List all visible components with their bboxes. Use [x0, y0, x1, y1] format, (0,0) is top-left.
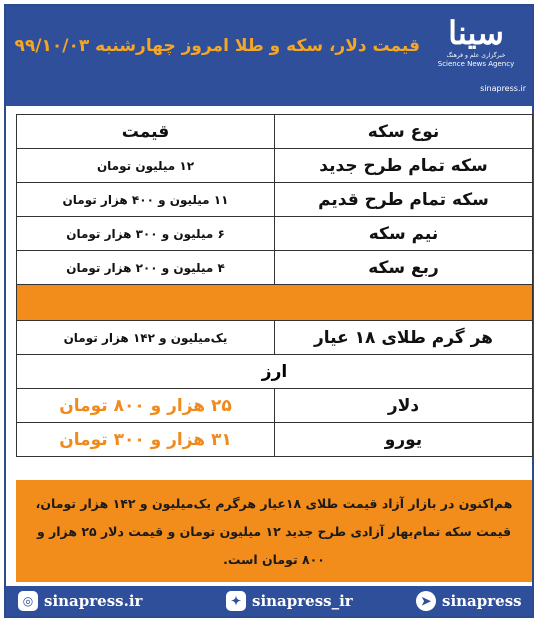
gold-name-cell: هر گرم طلای ۱۸ عیار	[275, 321, 533, 355]
price-cell: ۱۱ میلیون و ۴۰۰ هزار تومان	[17, 183, 275, 217]
coin-name-cell: نیم سکه	[275, 217, 533, 251]
infographic-card	[4, 4, 534, 618]
currency-name-cell: دلار	[275, 389, 533, 423]
twitter-handle: sinapress_ir	[252, 592, 353, 610]
coin-name-cell: سکه تمام طرح جدید	[275, 149, 533, 183]
price-cell: ۶ میلیون و ۳۰۰ هزار تومان	[17, 217, 275, 251]
summary-note: هم‌اکنون در بازار آزاد قیمت طلای ۱۸عیار هرگرم یک‌میلیون و ۱۴۲ هزار تومان، قیمت سکه تمام‌بهار آزادی طرح جدید ۱۲ میلیون تومان و قیمت دلار ۲۵ هزار و ۸۰۰ تومان است.	[16, 480, 532, 582]
logo-tagline: خبرگزاری علم و فرهنگ	[446, 52, 506, 59]
currency-name-cell: یورو	[275, 423, 533, 457]
table-row	[17, 217, 533, 251]
coin-name-cell: ربع سکه	[275, 251, 533, 285]
price-cell: ۴ میلیون و ۲۰۰ هزار تومان	[17, 251, 275, 285]
currency-section-row	[17, 355, 533, 389]
gold-price-cell: یک‌میلیون و ۱۴۲ هزار تومان	[17, 321, 275, 355]
coin-name-cell: سکه تمام طرح قدیم	[275, 183, 533, 217]
table-row	[17, 423, 533, 457]
instagram-icon: ◎	[18, 591, 38, 611]
logo-mark: سینا	[448, 14, 504, 52]
price-cell: ۱۲ میلیون تومان	[17, 149, 275, 183]
price-table	[16, 114, 533, 457]
page-title: قیمت دلار، سکه و طلا امروز چهارشنبه ۹۹/۱۰/۰۳	[14, 36, 420, 56]
logo-english-name: Science News Agency	[437, 60, 515, 68]
twitter-link[interactable]	[226, 590, 353, 612]
footer-bar	[6, 586, 532, 616]
table-row	[17, 183, 533, 217]
separator-bar	[17, 285, 533, 321]
telegram-handle: sinapress	[442, 592, 522, 610]
instagram-link[interactable]	[18, 590, 142, 612]
separator-cell	[17, 285, 533, 321]
currency-price-cell: ۲۵ هزار و ۸۰۰ تومان	[17, 389, 275, 423]
table-row	[17, 251, 533, 285]
currency-price-cell: ۳۱ هزار و ۳۰۰ تومان	[17, 423, 275, 457]
twitter-icon: ✦	[226, 591, 246, 611]
table-header-row	[17, 115, 533, 149]
header-banner	[6, 6, 532, 106]
table-row	[17, 149, 533, 183]
column-header-price: قیمت	[17, 115, 275, 149]
logo-url: sinapress.ir	[480, 84, 526, 93]
telegram-icon: ➤	[416, 591, 436, 611]
table-row	[17, 389, 533, 423]
currency-section-heading: ارز	[17, 355, 533, 389]
column-header-type: نوع سکه	[275, 115, 533, 149]
telegram-link[interactable]	[416, 590, 522, 612]
table-row	[17, 321, 533, 355]
instagram-handle: sinapress.ir	[44, 592, 143, 610]
